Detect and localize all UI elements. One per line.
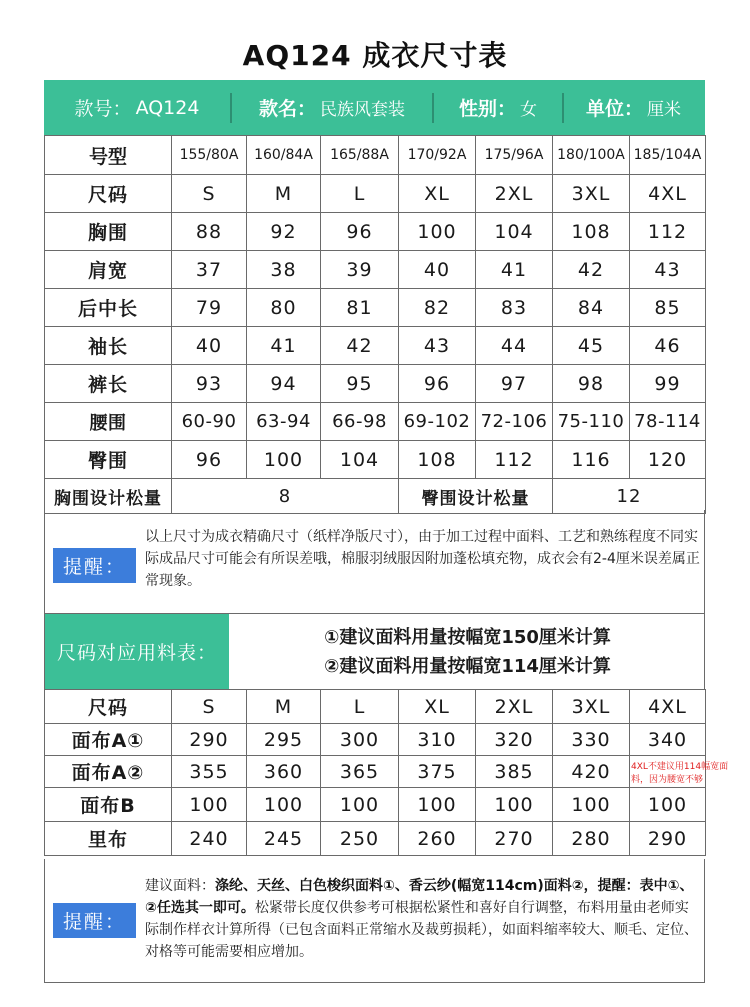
fabric-cell: 360 [247, 756, 321, 788]
fabric-row-label: 尺码 [45, 690, 172, 724]
size-cell: XL [399, 175, 476, 213]
unit-label: 单位： [585, 98, 643, 120]
fabric-cell: 250 [321, 822, 399, 856]
style-name-value: 民族风套装 [320, 100, 405, 120]
fabric-cell: 100 [321, 788, 399, 822]
fabric-row-label: 里布 [45, 822, 172, 856]
fabric-rule-2: ②建议面料用量按幅宽114厘米计算 [324, 655, 611, 677]
fabric-row [45, 756, 706, 788]
size-cell: 165/88A [321, 136, 399, 175]
size-cell: 43 [630, 251, 706, 289]
size-cell: 84 [553, 289, 630, 327]
reminder-box [44, 510, 705, 614]
fabric-row-label: 面布B [45, 788, 172, 822]
fabric-cell: 355 [172, 756, 247, 788]
size-cell: 96 [321, 213, 399, 251]
size-row [45, 175, 706, 213]
size-cell: 78-114 [630, 403, 706, 441]
size-cell: 95 [321, 365, 399, 403]
size-cell: 96 [172, 441, 247, 479]
gender-value: 女 [520, 100, 537, 120]
size-row [45, 251, 706, 289]
ease-row [45, 479, 706, 514]
fabric-cell: 100 [247, 788, 321, 822]
size-cell: 97 [476, 365, 553, 403]
fabric-row-label: 面布A② [45, 756, 172, 788]
size-cell: 75-110 [553, 403, 630, 441]
reminder-part-1: 建议面料： [145, 878, 215, 894]
fabric-cell: 310 [399, 724, 476, 756]
size-cell: 40 [399, 251, 476, 289]
fabric-cell: M [247, 690, 321, 724]
fabric-cell: 4XL [630, 690, 706, 724]
size-cell: 63-94 [247, 403, 321, 441]
unit [564, 80, 703, 135]
size-row [45, 403, 706, 441]
reminder-text: 以上尺寸为成衣精确尺寸（纸样净版尺寸），由于加工过程中面料、工艺和熟练程度不同实际成品尺寸可能会有所误差哦，棉服羽绒服因附加蓬松填充物，成衣会有2-4厘米误差属正常现象。 [145, 529, 700, 589]
fabric-cell: 100 [399, 788, 476, 822]
reminder-part-4: 松紧带长度仅供参考可根据松紧性和喜好自行调整，布料用量由老师实际制作样衣计算所得（已包含面料正常缩水及裁剪损耗），如面料缩率较大、顺毛、定位、对格等可能需要相应增加。 [145, 900, 698, 960]
size-cell: 3XL [553, 175, 630, 213]
style-number-value: AQ124 [135, 96, 200, 119]
fabric-rules [229, 614, 706, 689]
size-cell: 72-106 [476, 403, 553, 441]
size-cell: 79 [172, 289, 247, 327]
size-chart-table [44, 135, 706, 514]
size-cell: 60-90 [172, 403, 247, 441]
size-row-label: 腰围 [45, 403, 172, 441]
fabric-cell: 340 [630, 724, 706, 756]
size-cell: 94 [247, 365, 321, 403]
size-cell: 112 [630, 213, 706, 251]
size-cell: 175/96A [476, 136, 553, 175]
fabric-cell: 245 [247, 822, 321, 856]
size-cell: 83 [476, 289, 553, 327]
fabric-cell: 100 [630, 788, 706, 822]
size-row [45, 289, 706, 327]
chest-ease-value: 8 [172, 479, 399, 514]
size-cell: 38 [247, 251, 321, 289]
size-row [45, 213, 706, 251]
size-cell: 85 [630, 289, 706, 327]
fabric-cell: 280 [553, 822, 630, 856]
size-cell: 116 [553, 441, 630, 479]
fabric-cell: 300 [321, 724, 399, 756]
size-cell: 42 [553, 251, 630, 289]
fabric-cell: 330 [553, 724, 630, 756]
fabric-cell: 270 [476, 822, 553, 856]
size-cell: 44 [476, 327, 553, 365]
size-cell: 2XL [476, 175, 553, 213]
xl4-warning-note: 4XL不建议用114幅宽面料，因为腰宽不够 [631, 762, 729, 785]
size-cell: 155/80A [172, 136, 247, 175]
fabric-cell: 3XL [553, 690, 630, 724]
size-row-label: 尺码 [45, 175, 172, 213]
size-cell: 80 [247, 289, 321, 327]
fabric-cell: 290 [172, 724, 247, 756]
size-cell: 46 [630, 327, 706, 365]
size-cell: 43 [399, 327, 476, 365]
size-row-label: 胸围 [45, 213, 172, 251]
page-title: AQ124 成衣尺寸表 [242, 39, 508, 72]
fabric-cell: 375 [399, 756, 476, 788]
size-row-label: 袖长 [45, 327, 172, 365]
gender [434, 80, 562, 135]
size-cell: 92 [247, 213, 321, 251]
fabric-usage-table [44, 689, 706, 856]
size-cell: 69-102 [399, 403, 476, 441]
spec-header-bar [44, 80, 705, 135]
size-row-label: 后中长 [45, 289, 172, 327]
fabric-cell: 100 [172, 788, 247, 822]
fabric-cell: 100 [553, 788, 630, 822]
fabric-rule-1: ①建议面料用量按幅宽150厘米计算 [324, 626, 611, 648]
size-cell: 81 [321, 289, 399, 327]
fabric-cell: 260 [399, 822, 476, 856]
size-cell: 88 [172, 213, 247, 251]
size-cell: 180/100A [553, 136, 630, 175]
reminder-part-2: 涤纶、天丝、白色梭织面料①、香云纱(幅宽114cm)面料②， [215, 878, 598, 894]
size-cell: 39 [321, 251, 399, 289]
fabric-cell: L [321, 690, 399, 724]
size-row [45, 441, 706, 479]
size-cell: 185/104A [630, 136, 706, 175]
hip-ease-value: 12 [553, 479, 706, 514]
size-cell: 120 [630, 441, 706, 479]
size-cell: 82 [399, 289, 476, 327]
size-cell: 100 [399, 213, 476, 251]
size-row [45, 365, 706, 403]
size-cell: 42 [321, 327, 399, 365]
chest-ease-label: 胸围设计松量 [45, 479, 172, 514]
fabric-reminder-text [145, 875, 698, 963]
size-row-label: 号型 [45, 136, 172, 175]
fabric-cell: S [172, 690, 247, 724]
size-row [45, 327, 706, 365]
fabric-reminder-box [44, 859, 705, 983]
size-cell: 108 [553, 213, 630, 251]
size-cell: 160/84A [247, 136, 321, 175]
size-cell: M [247, 175, 321, 213]
size-cell: 99 [630, 365, 706, 403]
fabric-cell: 385 [476, 756, 553, 788]
fabric-cell: 2XL [476, 690, 553, 724]
fabric-cell: 320 [476, 724, 553, 756]
size-cell: 104 [476, 213, 553, 251]
size-cell: 104 [321, 441, 399, 479]
size-cell: 112 [476, 441, 553, 479]
size-cell: 40 [172, 327, 247, 365]
size-row-label: 裤长 [45, 365, 172, 403]
size-cell: 45 [553, 327, 630, 365]
fabric-row [45, 724, 706, 756]
style-number-label: 款号： [74, 98, 132, 120]
unit-value: 厘米 [647, 100, 681, 120]
size-row-label: 肩宽 [45, 251, 172, 289]
fabric-heading: 尺码对应用料表： [45, 614, 229, 689]
size-cell: 41 [476, 251, 553, 289]
size-row-label: 臀围 [45, 441, 172, 479]
style-number [44, 80, 230, 135]
size-cell: 66-98 [321, 403, 399, 441]
style-name [232, 80, 432, 135]
gender-label: 性别： [458, 98, 516, 120]
size-cell: 93 [172, 365, 247, 403]
fabric-cell: XL [399, 690, 476, 724]
fabric-row [45, 690, 706, 724]
size-cell: 170/92A [399, 136, 476, 175]
size-cell: 41 [247, 327, 321, 365]
size-row [45, 136, 706, 175]
fabric-cell: 295 [247, 724, 321, 756]
style-name-label: 款名： [258, 98, 316, 120]
fabric-reminder-badge: 提醒： [53, 903, 136, 938]
fabric-cell: 365 [321, 756, 399, 788]
fabric-header [44, 614, 705, 689]
hip-ease-label: 臀围设计松量 [399, 479, 553, 514]
size-cell: 98 [553, 365, 630, 403]
fabric-cell: 290 [630, 822, 706, 856]
reminder-part-3: 提醒：表中①、②任选其一即可。 [145, 878, 694, 916]
size-cell: 108 [399, 441, 476, 479]
size-cell: L [321, 175, 399, 213]
size-cell: 37 [172, 251, 247, 289]
size-cell: 96 [399, 365, 476, 403]
fabric-row [45, 822, 706, 856]
fabric-cell: 100 [476, 788, 553, 822]
fabric-row [45, 788, 706, 822]
fabric-row-label: 面布A① [45, 724, 172, 756]
size-cell: S [172, 175, 247, 213]
size-cell: 4XL [630, 175, 706, 213]
reminder-badge: 提醒： [53, 548, 136, 583]
size-cell: 100 [247, 441, 321, 479]
fabric-cell: 420 [553, 756, 630, 788]
fabric-cell: 240 [172, 822, 247, 856]
